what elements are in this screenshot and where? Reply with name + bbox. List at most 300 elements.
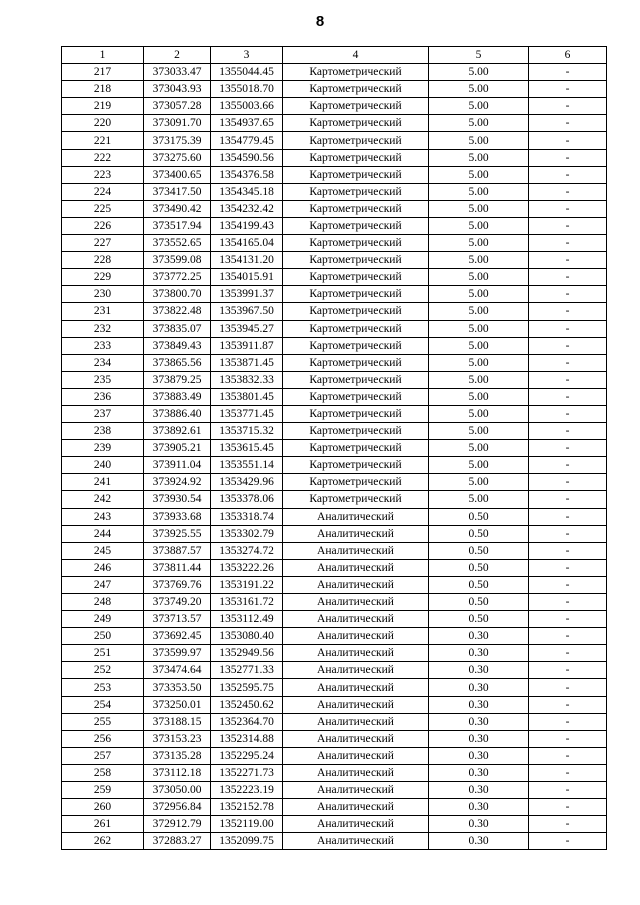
table-cell: - <box>529 81 607 98</box>
table-row <box>62 252 607 269</box>
table-row <box>62 713 607 730</box>
table-row <box>62 764 607 781</box>
table-cell: Картометрический <box>283 115 429 132</box>
table-cell: 0.30 <box>429 679 529 696</box>
table-cell: 5.00 <box>429 252 529 269</box>
table-cell: 1353801.45 <box>211 388 283 405</box>
table-cell: Аналитический <box>283 816 429 833</box>
table-row <box>62 81 607 98</box>
table-cell: 255 <box>62 713 144 730</box>
table-cell: Картометрический <box>283 217 429 234</box>
table-cell: 373490.42 <box>144 200 211 217</box>
table-row <box>62 747 607 764</box>
table-cell: 373188.15 <box>144 713 211 730</box>
table-cell: 1353911.87 <box>211 337 283 354</box>
table-row <box>62 491 607 508</box>
table-cell: Картометрический <box>283 166 429 183</box>
table-cell: - <box>529 696 607 713</box>
table-cell: 1353871.45 <box>211 354 283 371</box>
table-cell: - <box>529 713 607 730</box>
table-row <box>62 423 607 440</box>
table-cell: 373517.94 <box>144 217 211 234</box>
table-cell: 372956.84 <box>144 799 211 816</box>
table-cell: 244 <box>62 525 144 542</box>
table-cell: 1352223.19 <box>211 782 283 799</box>
table-cell: 373887.57 <box>144 542 211 559</box>
table-cell: 5.00 <box>429 405 529 422</box>
table-cell: 0.50 <box>429 542 529 559</box>
table-cell: 1352364.70 <box>211 713 283 730</box>
table-cell: 373749.20 <box>144 594 211 611</box>
table-row <box>62 183 607 200</box>
table-row <box>62 320 607 337</box>
table-cell: 373275.60 <box>144 149 211 166</box>
table-cell: 1352271.73 <box>211 764 283 781</box>
table-cell: 246 <box>62 559 144 576</box>
table-row <box>62 679 607 696</box>
column-header: 5 <box>429 47 529 64</box>
table-cell: 219 <box>62 98 144 115</box>
table-cell: - <box>529 337 607 354</box>
table-cell: 233 <box>62 337 144 354</box>
table-cell: - <box>529 217 607 234</box>
table-cell: Аналитический <box>283 542 429 559</box>
table-cell: 373772.25 <box>144 269 211 286</box>
table-row <box>62 833 607 850</box>
table-cell: 1353191.22 <box>211 576 283 593</box>
table-cell: 1353715.32 <box>211 423 283 440</box>
table-cell: 218 <box>62 81 144 98</box>
table-cell: Аналитический <box>283 747 429 764</box>
table-cell: 0.30 <box>429 833 529 850</box>
table-cell: 228 <box>62 252 144 269</box>
table-cell: 234 <box>62 354 144 371</box>
table-cell: 0.50 <box>429 594 529 611</box>
table-cell: 373883.49 <box>144 388 211 405</box>
table-cell: 242 <box>62 491 144 508</box>
table-cell: 1355003.66 <box>211 98 283 115</box>
column-header: 2 <box>144 47 211 64</box>
table-cell: Аналитический <box>283 508 429 525</box>
table-cell: - <box>529 833 607 850</box>
table-cell: 5.00 <box>429 388 529 405</box>
table-cell: 1353318.74 <box>211 508 283 525</box>
table-cell: 1352295.24 <box>211 747 283 764</box>
table-cell: 230 <box>62 286 144 303</box>
table-cell: 373417.50 <box>144 183 211 200</box>
table-row <box>62 200 607 217</box>
table-cell: Аналитический <box>283 662 429 679</box>
table-row <box>62 115 607 132</box>
table-cell: 1353615.45 <box>211 440 283 457</box>
table-cell: 5.00 <box>429 217 529 234</box>
table-cell: 231 <box>62 303 144 320</box>
table-cell: Аналитический <box>283 628 429 645</box>
table-cell: - <box>529 730 607 747</box>
table-cell: 0.50 <box>429 576 529 593</box>
table-cell: 224 <box>62 183 144 200</box>
table-cell: - <box>529 799 607 816</box>
coordinates-table <box>61 46 607 850</box>
table-cell: Аналитический <box>283 713 429 730</box>
page-number: 8 <box>315 13 325 30</box>
table-cell: 1353302.79 <box>211 525 283 542</box>
table-cell: - <box>529 440 607 457</box>
table-cell: 1352314.88 <box>211 730 283 747</box>
table-cell: 5.00 <box>429 286 529 303</box>
table-cell: 373892.61 <box>144 423 211 440</box>
table-cell: - <box>529 816 607 833</box>
table-cell: - <box>529 594 607 611</box>
table-cell: Картометрический <box>283 183 429 200</box>
table-cell: 5.00 <box>429 98 529 115</box>
table-cell: 373822.48 <box>144 303 211 320</box>
table-cell: - <box>529 371 607 388</box>
table-cell: 373250.01 <box>144 696 211 713</box>
table-cell: 5.00 <box>429 149 529 166</box>
table-cell: Аналитический <box>283 559 429 576</box>
table-cell: 1353222.26 <box>211 559 283 576</box>
table-cell: 5.00 <box>429 474 529 491</box>
table-cell: Аналитический <box>283 594 429 611</box>
column-header: 3 <box>211 47 283 64</box>
table-cell: 373091.70 <box>144 115 211 132</box>
table-cell: 372883.27 <box>144 833 211 850</box>
table-cell: 1353161.72 <box>211 594 283 611</box>
table-cell: Картометрический <box>283 337 429 354</box>
column-header: 4 <box>283 47 429 64</box>
table-row <box>62 508 607 525</box>
table-cell: - <box>529 508 607 525</box>
table-cell: Картометрический <box>283 269 429 286</box>
table-cell: 1354165.04 <box>211 235 283 252</box>
table-cell: 1354131.20 <box>211 252 283 269</box>
table-cell: 1352450.62 <box>211 696 283 713</box>
table-cell: 1352771.33 <box>211 662 283 679</box>
table-cell: 262 <box>62 833 144 850</box>
table-cell: 0.30 <box>429 782 529 799</box>
table-cell: 248 <box>62 594 144 611</box>
table-cell: 373175.39 <box>144 132 211 149</box>
table-row <box>62 628 607 645</box>
table-cell: 373930.54 <box>144 491 211 508</box>
table-cell: Картометрический <box>283 405 429 422</box>
table-cell: - <box>529 423 607 440</box>
table-cell: 373800.70 <box>144 286 211 303</box>
table-cell: 254 <box>62 696 144 713</box>
table-cell: 373905.21 <box>144 440 211 457</box>
table-cell: 243 <box>62 508 144 525</box>
table-cell: 373713.57 <box>144 611 211 628</box>
table-cell: Картометрический <box>283 132 429 149</box>
table-cell: 5.00 <box>429 235 529 252</box>
table-cell: 373886.40 <box>144 405 211 422</box>
table-cell: - <box>529 132 607 149</box>
table-cell: 373911.04 <box>144 457 211 474</box>
table-cell: - <box>529 576 607 593</box>
table-cell: 1354345.18 <box>211 183 283 200</box>
table-cell: 373933.68 <box>144 508 211 525</box>
table-row <box>62 799 607 816</box>
table-row <box>62 132 607 149</box>
table-cell: 5.00 <box>429 115 529 132</box>
table-row <box>62 782 607 799</box>
table-cell: - <box>529 183 607 200</box>
table-row <box>62 576 607 593</box>
table-cell: - <box>529 628 607 645</box>
table-cell: Картометрический <box>283 354 429 371</box>
table-cell: - <box>529 286 607 303</box>
table-cell: - <box>529 782 607 799</box>
table-cell: 0.30 <box>429 816 529 833</box>
table-cell: Картометрический <box>283 286 429 303</box>
table-cell: 5.00 <box>429 337 529 354</box>
table-cell: 5.00 <box>429 423 529 440</box>
table-cell: 373924.92 <box>144 474 211 491</box>
table-cell: - <box>529 303 607 320</box>
table-row <box>62 405 607 422</box>
table-cell: Аналитический <box>283 833 429 850</box>
table-cell: 1354376.58 <box>211 166 283 183</box>
table-cell: 1353274.72 <box>211 542 283 559</box>
table-cell: 217 <box>62 64 144 81</box>
table-row <box>62 149 607 166</box>
table-cell: 5.00 <box>429 491 529 508</box>
table-cell: 1353429.96 <box>211 474 283 491</box>
table-cell: 226 <box>62 217 144 234</box>
table-row <box>62 611 607 628</box>
table-cell: 0.30 <box>429 730 529 747</box>
table-row <box>62 816 607 833</box>
table-cell: Картометрический <box>283 64 429 81</box>
table-cell: 373925.55 <box>144 525 211 542</box>
table-row <box>62 235 607 252</box>
table-cell: 5.00 <box>429 166 529 183</box>
table-cell: - <box>529 166 607 183</box>
table-cell: 0.30 <box>429 628 529 645</box>
table-cell: - <box>529 115 607 132</box>
table-row <box>62 337 607 354</box>
table-cell: 373043.93 <box>144 81 211 98</box>
table-cell: 229 <box>62 269 144 286</box>
table-cell: 0.30 <box>429 747 529 764</box>
table-cell: Аналитический <box>283 782 429 799</box>
table-cell: Картометрический <box>283 81 429 98</box>
table-cell: 373879.25 <box>144 371 211 388</box>
table-cell: 1353551.14 <box>211 457 283 474</box>
table-cell: 373769.76 <box>144 576 211 593</box>
table-cell: 1353991.37 <box>211 286 283 303</box>
table-cell: - <box>529 764 607 781</box>
table-row <box>62 217 607 234</box>
table-cell: 5.00 <box>429 183 529 200</box>
table-row <box>62 371 607 388</box>
table-cell: Аналитический <box>283 730 429 747</box>
table-cell: Картометрический <box>283 320 429 337</box>
table-cell: 5.00 <box>429 457 529 474</box>
table-cell: 5.00 <box>429 81 529 98</box>
table-cell: 373599.08 <box>144 252 211 269</box>
table-row <box>62 559 607 576</box>
table-cell: - <box>529 354 607 371</box>
table-cell: 1354937.65 <box>211 115 283 132</box>
table-cell: - <box>529 474 607 491</box>
table-cell: 373153.23 <box>144 730 211 747</box>
table-cell: 249 <box>62 611 144 628</box>
table-row <box>62 354 607 371</box>
table-row <box>62 440 607 457</box>
table-cell: 1354779.45 <box>211 132 283 149</box>
table-cell: 373552.65 <box>144 235 211 252</box>
table-cell: 227 <box>62 235 144 252</box>
table-cell: 5.00 <box>429 320 529 337</box>
table-cell: - <box>529 611 607 628</box>
table-cell: 236 <box>62 388 144 405</box>
table-cell: - <box>529 662 607 679</box>
table-cell: 0.50 <box>429 525 529 542</box>
table-cell: 373849.43 <box>144 337 211 354</box>
table-cell: 373353.50 <box>144 679 211 696</box>
table-cell: Картометрический <box>283 149 429 166</box>
table-cell: - <box>529 645 607 662</box>
table-cell: Картометрический <box>283 423 429 440</box>
table-cell: 373033.47 <box>144 64 211 81</box>
table-cell: 238 <box>62 423 144 440</box>
table-cell: 1352595.75 <box>211 679 283 696</box>
table-row <box>62 166 607 183</box>
table-cell: 1355018.70 <box>211 81 283 98</box>
table-cell: - <box>529 542 607 559</box>
table-cell: 1354015.91 <box>211 269 283 286</box>
table-cell: - <box>529 679 607 696</box>
table-cell: - <box>529 405 607 422</box>
table-row <box>62 388 607 405</box>
table-cell: Аналитический <box>283 525 429 542</box>
table-cell: Картометрический <box>283 98 429 115</box>
table-cell: - <box>529 457 607 474</box>
table-row <box>62 286 607 303</box>
table-cell: 1353080.40 <box>211 628 283 645</box>
table-cell: 237 <box>62 405 144 422</box>
table-cell: 5.00 <box>429 371 529 388</box>
table-cell: 1353967.50 <box>211 303 283 320</box>
table-row <box>62 474 607 491</box>
table-row <box>62 64 607 81</box>
table-cell: 258 <box>62 764 144 781</box>
table-cell: 5.00 <box>429 200 529 217</box>
table-cell: Аналитический <box>283 576 429 593</box>
table-body <box>62 64 607 850</box>
table-cell: 0.30 <box>429 645 529 662</box>
table-cell: Аналитический <box>283 611 429 628</box>
table-cell: 373474.64 <box>144 662 211 679</box>
table-cell: 221 <box>62 132 144 149</box>
table-cell: 232 <box>62 320 144 337</box>
table-cell: - <box>529 98 607 115</box>
column-header: 6 <box>529 47 607 64</box>
table-cell: 1353771.45 <box>211 405 283 422</box>
table-cell: Картометрический <box>283 371 429 388</box>
table-cell: 373057.28 <box>144 98 211 115</box>
table-cell: Аналитический <box>283 799 429 816</box>
table-cell: 223 <box>62 166 144 183</box>
table-cell: Картометрический <box>283 457 429 474</box>
table-cell: 0.50 <box>429 611 529 628</box>
table-cell: Картометрический <box>283 440 429 457</box>
table-cell: 1354199.43 <box>211 217 283 234</box>
table-cell: 1352119.00 <box>211 816 283 833</box>
table-cell: 257 <box>62 747 144 764</box>
table-cell: 372912.79 <box>144 816 211 833</box>
table-row <box>62 542 607 559</box>
table-cell: 1353378.06 <box>211 491 283 508</box>
table-cell: 240 <box>62 457 144 474</box>
table-row <box>62 645 607 662</box>
table-cell: - <box>529 388 607 405</box>
table-cell: 252 <box>62 662 144 679</box>
table-cell: 260 <box>62 799 144 816</box>
table-cell: - <box>529 235 607 252</box>
table-cell: 251 <box>62 645 144 662</box>
table-row <box>62 303 607 320</box>
table-cell: 256 <box>62 730 144 747</box>
table-cell: - <box>529 269 607 286</box>
table-cell: 5.00 <box>429 132 529 149</box>
table-cell: 0.50 <box>429 559 529 576</box>
table-cell: 1353945.27 <box>211 320 283 337</box>
table-cell: 373135.28 <box>144 747 211 764</box>
table-cell: 373599.97 <box>144 645 211 662</box>
table-row <box>62 696 607 713</box>
table-cell: 373692.45 <box>144 628 211 645</box>
table-cell: 261 <box>62 816 144 833</box>
table-cell: Картометрический <box>283 388 429 405</box>
table-cell: - <box>529 200 607 217</box>
table-cell: - <box>529 491 607 508</box>
table-cell: 241 <box>62 474 144 491</box>
table-cell: 373400.65 <box>144 166 211 183</box>
table-cell: 5.00 <box>429 303 529 320</box>
table-cell: 1352949.56 <box>211 645 283 662</box>
table-cell: 253 <box>62 679 144 696</box>
table-cell: Аналитический <box>283 696 429 713</box>
table-row <box>62 662 607 679</box>
table-cell: Картометрический <box>283 474 429 491</box>
table-cell: - <box>529 525 607 542</box>
table-cell: - <box>529 64 607 81</box>
table-cell: 0.30 <box>429 662 529 679</box>
table-cell: 5.00 <box>429 440 529 457</box>
table-cell: 373112.18 <box>144 764 211 781</box>
table-cell: 0.30 <box>429 799 529 816</box>
column-header: 1 <box>62 47 144 64</box>
table-cell: 0.30 <box>429 764 529 781</box>
table-header-row <box>62 47 607 64</box>
table-cell: Картометрический <box>283 491 429 508</box>
table-row <box>62 457 607 474</box>
table-cell: 5.00 <box>429 354 529 371</box>
table-cell: 373835.07 <box>144 320 211 337</box>
table-cell: 373050.00 <box>144 782 211 799</box>
table-row <box>62 594 607 611</box>
table-cell: 373865.56 <box>144 354 211 371</box>
table-cell: 220 <box>62 115 144 132</box>
table-cell: 0.50 <box>429 508 529 525</box>
table-cell: 239 <box>62 440 144 457</box>
table-cell: 225 <box>62 200 144 217</box>
table-cell: Картометрический <box>283 252 429 269</box>
table-cell: - <box>529 149 607 166</box>
